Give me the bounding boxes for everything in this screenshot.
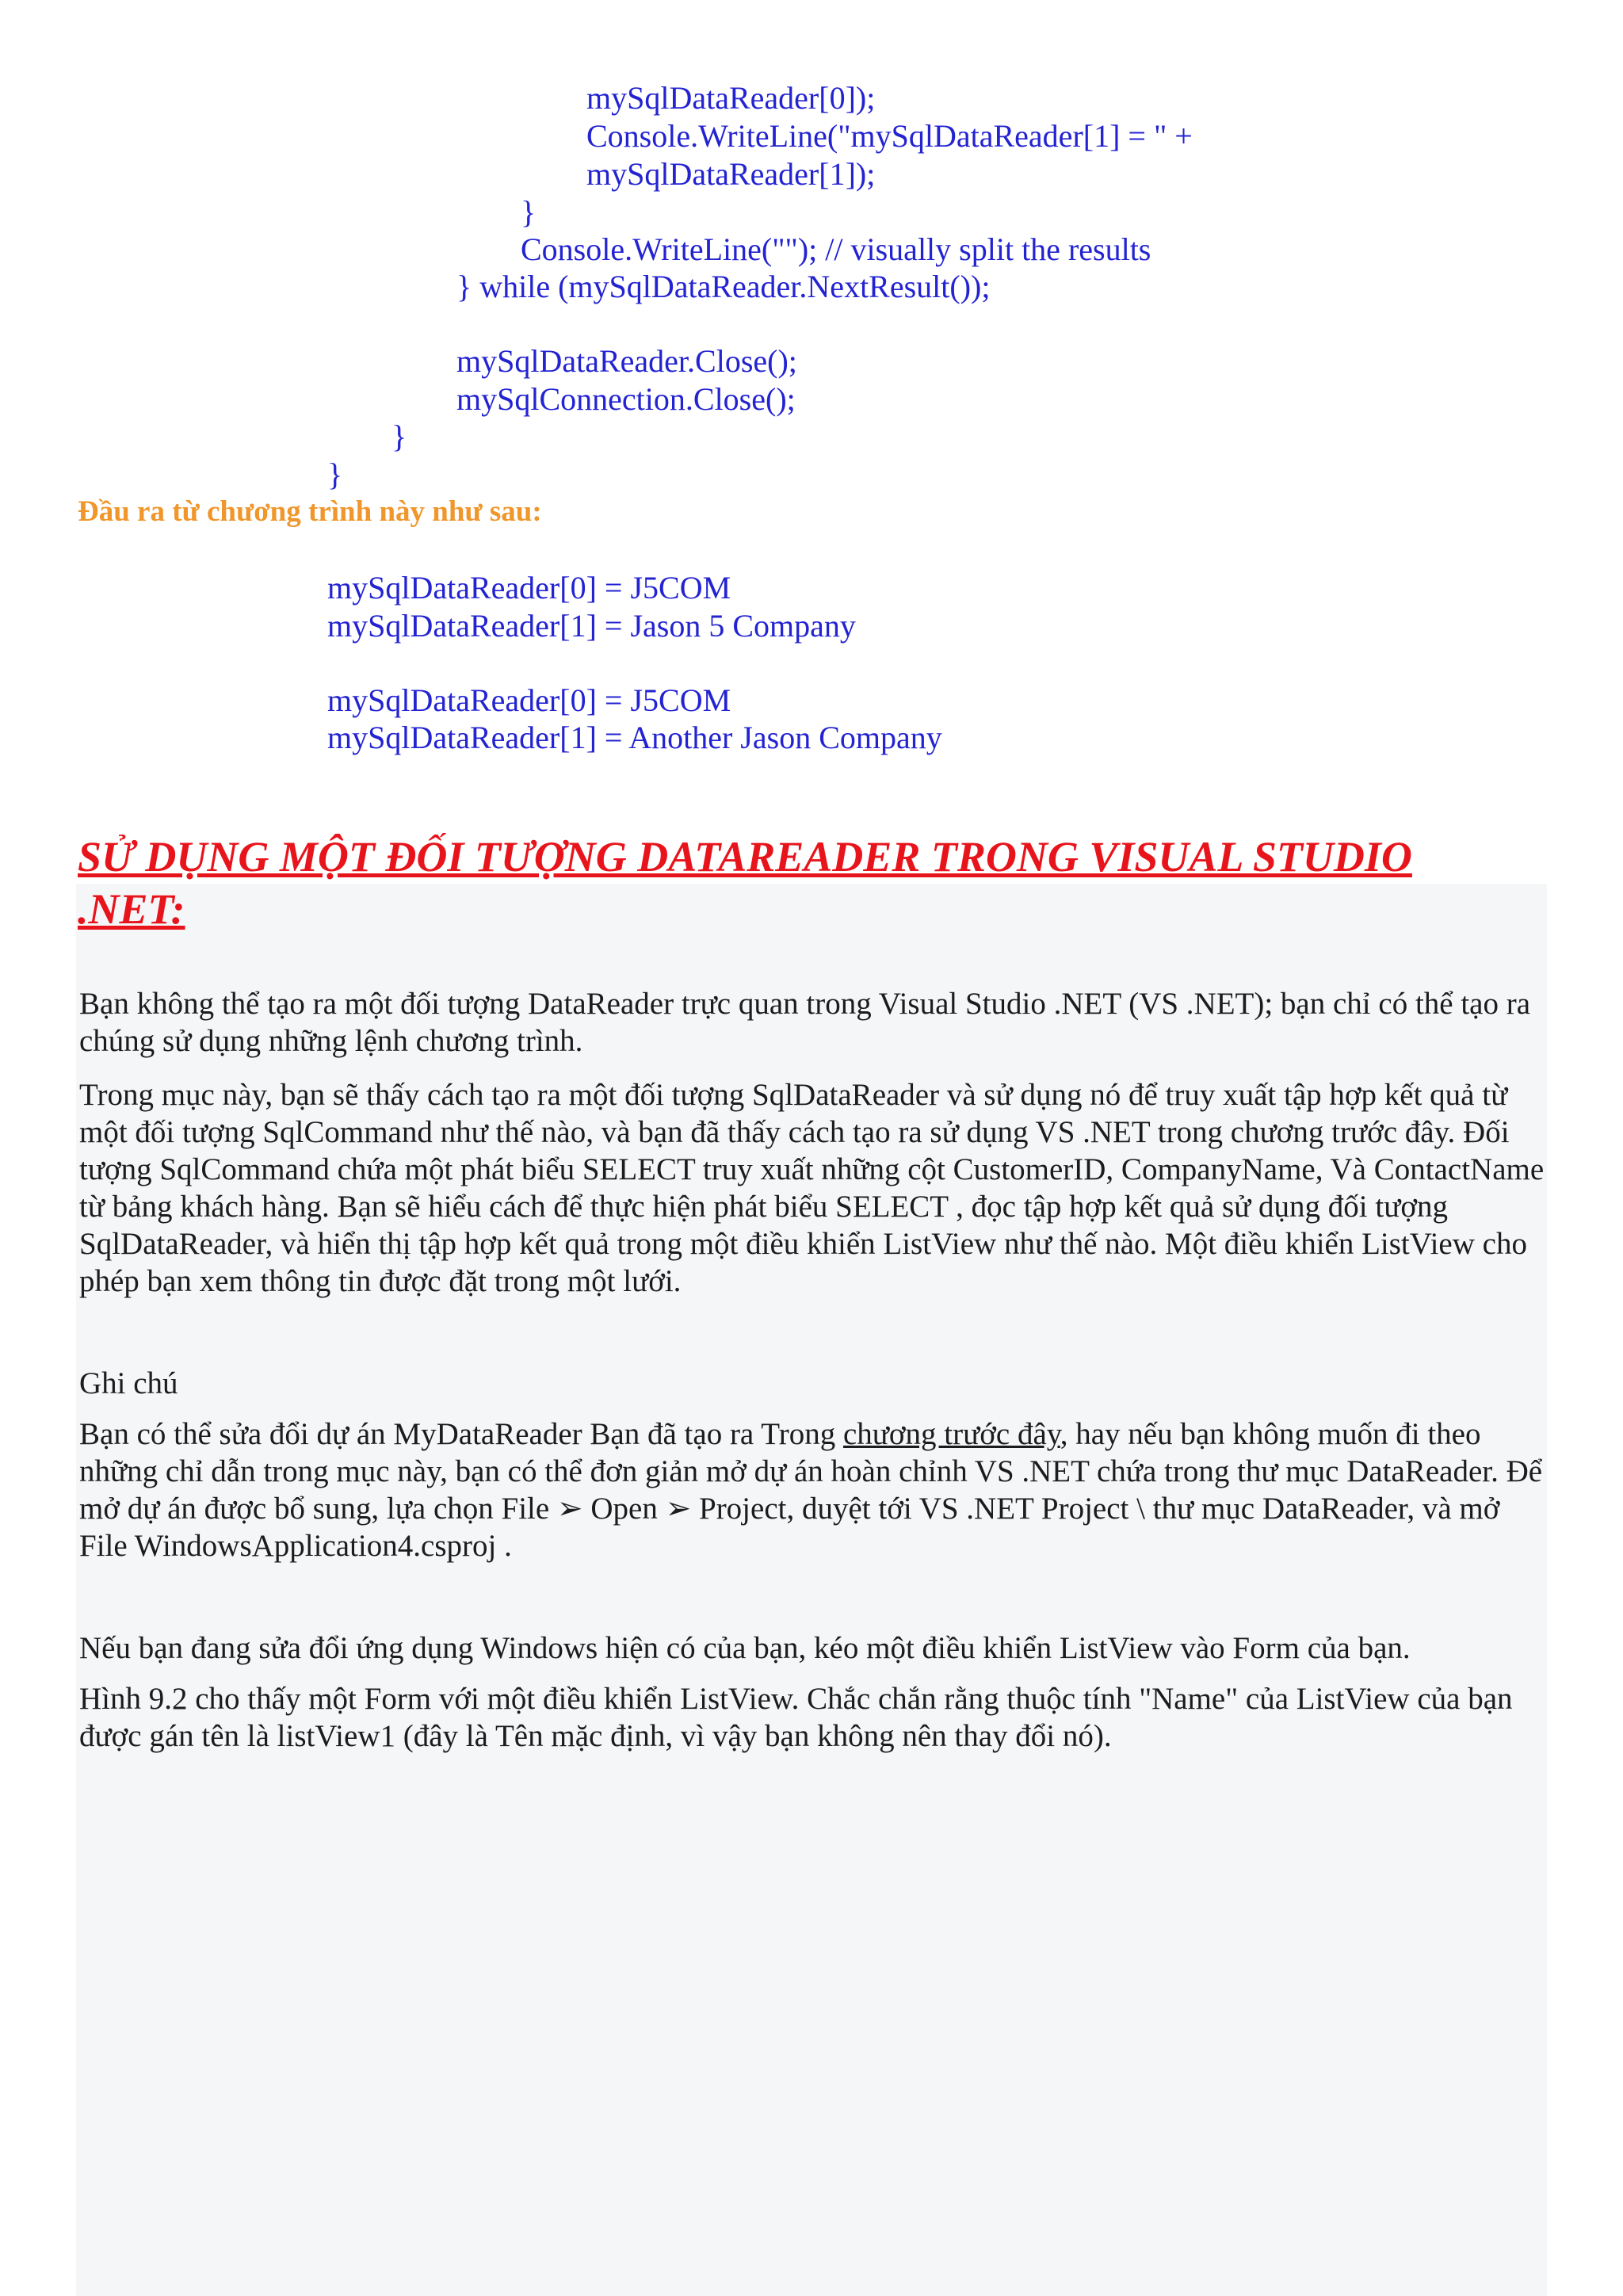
note-text-before: Bạn có thể sửa đổi dự án MyDataReader Bạn đã tạo ra Trong (79, 1417, 843, 1451)
code-line: } (521, 194, 537, 230)
code-line: mySqlDataReader[1]); (586, 156, 876, 192)
paragraph-figure-note: Hình 9.2 cho thấy một Form với một điều khiển ListView. Chắc chắn rằng thuộc tính "Name" của ListView của bạn được gán tên là listView1 (đây là Tên mặc định, vì vậy bạn không nên thay đổi nó). (79, 1682, 1513, 1753)
code-line: mySqlDataReader[0]); (586, 80, 876, 116)
code-line: } while (mySqlDataReader.NextResult()); (456, 269, 991, 304)
previous-chapter-link[interactable]: chương trước đây (842, 1417, 1060, 1451)
paragraph-listview-drag: Nếu bạn đang sửa đổi ứng dụng Windows hiện có của bạn, kéo một điều khiển ListView vào Form của bạn. (79, 1631, 1411, 1665)
output-heading: Đầu ra từ chương trình này như sau: (78, 495, 542, 528)
note-label: Ghi chú (79, 1366, 178, 1400)
output-line: mySqlDataReader[1] = Jason 5 Company (327, 608, 856, 644)
paragraph-intro: Bạn không thể tạo ra một đối tượng DataReader trực quan trong Visual Studio .NET (VS .NET); bạn chỉ có thể tạo ra chúng sử dụng những lệnh chương trình. (79, 987, 1531, 1058)
output-line: mySqlDataReader[0] = J5COM (327, 682, 731, 718)
code-line: } (391, 418, 407, 454)
code-line: Console.WriteLine(""); // visually split the results (521, 231, 1151, 267)
note-paragraph (79, 1415, 1545, 1564)
paragraph-description: Trong mục này, bạn sẽ thấy cách tạo ra một đối tượng SqlDataReader và sử dụng nó để truy xuất tập hợp kết quả từ một đối tượng SqlCommand như thế nào, và bạn đã thấy cách tạo ra sử dụng VS .NET trong chương trước đây. Đối tượng SqlCommand chứa một phát biểu SELECT truy xuất những cột CustomerID, CompanyName, Và ContactName từ bảng khách hàng. Bạn sẽ hiểu cách để thực hiện phát biểu SELECT , đọc tập hợp kết quả sử dụng đối tượng SqlDataReader, và hiển thị tập hợp kết quả trong một điều khiển ListView như thế nào. Một điều khiển ListView cho phép bạn xem thông tin được đặt trong một lưới. (79, 1078, 1545, 1298)
code-line: mySqlDataReader.Close(); (456, 343, 797, 379)
code-line: Console.WriteLine("mySqlDataReader[1] = " + (586, 118, 1193, 154)
section-title: SỬ DỤNG MỘT ĐỐI TƯỢNG DATAREADER TRONG VISUAL STUDIO .NET: (78, 833, 1412, 933)
note-text-after: , hay nếu bạn không muốn đi theo những chỉ dẫn trong mục này, bạn có thể đơn giản mở dự án hoàn chỉnh VS .NET chứa trong thư mục DataReader. Để mở dự án được bổ sung, lựa chọn File ➢ Open ➢ Project, duyệt tới VS .NET Project \ thư mục DataReader, và mở File WindowsApplication4.csproj . (79, 1417, 1543, 1563)
output-line: mySqlDataReader[1] = Another Jason Company (327, 720, 942, 755)
output-line: mySqlDataReader[0] = J5COM (327, 570, 731, 606)
code-line: } (327, 457, 343, 492)
code-line: mySqlConnection.Close(); (456, 381, 796, 417)
